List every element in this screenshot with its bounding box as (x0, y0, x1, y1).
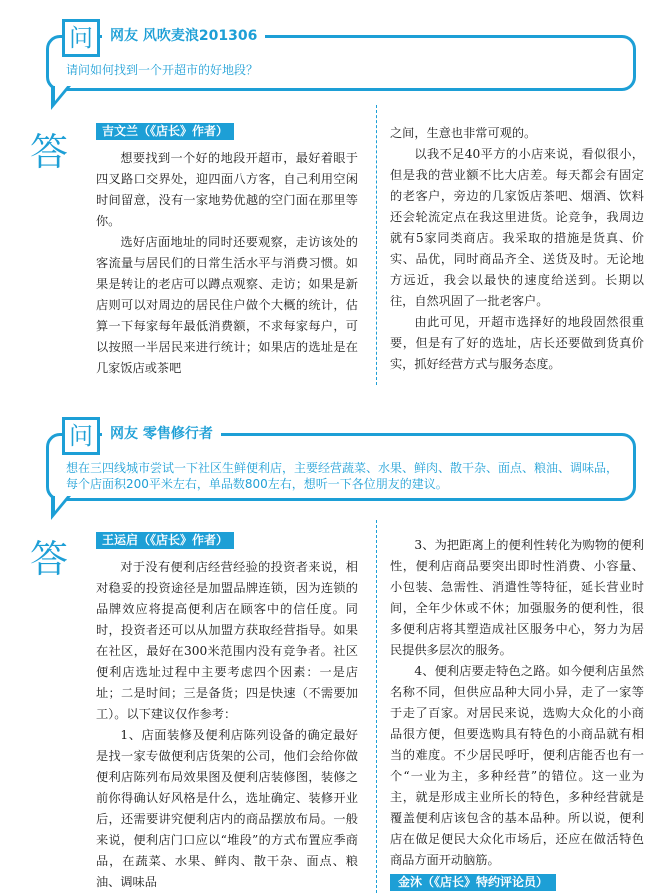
bubble-tail-inner-2 (55, 495, 68, 511)
column-divider-2 (376, 520, 377, 893)
answer-1-paragraph-2: 选好店面地址的同时还要观察，走访该处的客流量与居民们的日常生活水平与消费习惯。如果是转让的老店可以蹲点观察、走访；如果是新店则可以对周边的居民住户做个大概的统计，估算一下每家每年最低消费额，不求每家每户，可以按照一半居民来进行统计；如果店的选址是在几家饭店或茶吧 (96, 235, 358, 375)
answer-1-paragraph-4: 由此可见，开超市选择好的地段固然很重要，但是有了好的选址，店长还要做到货真价实，抓好经营方式与服务态度。 (390, 315, 644, 371)
question-author-2: 网友 零售修行者 (102, 424, 221, 444)
answer-1-paragraph-1: 想要找到一个好的地段开超市，最好着眼于四叉路口交界处，迎四面八方客，自己利用空闲时间留意，没有一家地势优越的空门面在那里等你。 (96, 151, 358, 228)
answer-icon-1: 答 (30, 130, 69, 174)
answerer-label-2: 王运启（《店长》作者） (96, 532, 234, 549)
question-author-1: 网友 风吹麦浪201306 (102, 26, 265, 46)
answer-2-paragraph-3: 3、为把距离上的便利性转化为购物的便利性，便利店商品要突出即时性消费、小容量、小包装、急需性、消遣性等特征，延长营业时间，全年少休或不休；加强服务的便利性，很多便利店将其塑造成社区服务中心，努力为居民提供多层次的服务。 (390, 538, 644, 657)
answer-1-continuation: 之间，生意也非常可观的。 (390, 126, 537, 140)
answer-1-paragraph-3: 以我不足40平方的小店来说，看似很小，但是我的营业额不比大店差。每天都会有固定的老客户，旁边的几家饭店茶吧、烟酒、饮料还会轮流定点在我这里进货。论竞争，我周边就有5家同类商店。我采取的措施是货真、价实、品优，同时商品齐全、送货及时。无论地方远近，我会以最快的速度给送到。长期以往，自然巩固了一批老客户。 (390, 147, 644, 308)
answerer-label-1: 吉文兰（《店长》作者） (96, 123, 234, 140)
answer-2-paragraph-4: 4、便利店要走特色之路。如今便利店虽然名称不同，但供应品种大同小异，走了一家等于走了百家。对居民来说，选购大众化的小商品很方便，但要选购具有特色的小商品就有相当的难度。不少居民呼吁，便利店能否也有一个“一业为主，多种经营”的错位。这一业为主，就是形成主业所长的特色，多种经营就是覆盖便利店该包含的基本品种。所以说，便利店在做足便民大众化市场后，还应在做活特色商品方面开动脑筋。 (390, 664, 644, 867)
answerer-label-3: 金沐（《店长》特约评论员） (390, 874, 556, 891)
question-icon-1: 问 (62, 19, 100, 57)
answer-2-paragraph-2: 1、店面装修及便利店陈列设备的确定最好是找一家专做便利店货架的公司，他们会给你做便利店陈列布局效果图及便利店装修图，装修之前你得确认好风格是什么，选址确定、装修开业后，还需要讲究便利店内的商品摆放布局。一般来说，便利店门口应以“堆段”的方式布置应季商品，在蔬菜、水果、鲜肉、散干杂、面点、粮油、调味品 (96, 728, 358, 889)
column-divider-1 (376, 105, 377, 385)
question-text-1: 请问如何找到一个开超市的好地段？ (66, 63, 259, 77)
answer-2-paragraph-1: 对于没有便利店经营经验的投资者来说，相对稳妥的投资途径是加盟品牌连锁，因为连锁的品牌效应将提高便利店在顾客中的信任度。同时，投资者还可以从加盟方获取经营指导。如果在社区，最好在300米范围内没有竞争者。社区便利店选址过程中主要考虑四个因素：一是店址；二是时间；三是备货；四是快速（不需要加工）。以下建议仅作参考： (96, 560, 358, 721)
question-text-2: 想在三四线城市尝试一下社区生鲜便利店，主要经营蔬菜、水果、鲜肉、散干杂、面点、粮油、调味品，每个店面积200平米左右，单品数800左右，想听一下各位朋友的建议。 (66, 461, 619, 491)
question-icon-2: 问 (62, 417, 100, 455)
bubble-tail-inner-1 (55, 85, 68, 101)
answer-1-right-column (390, 123, 644, 375)
answer-icon-2: 答 (30, 537, 69, 581)
answer-2-right-column (390, 535, 644, 871)
answer-1-left-column (96, 148, 358, 379)
answer-2-left-column (96, 557, 358, 893)
